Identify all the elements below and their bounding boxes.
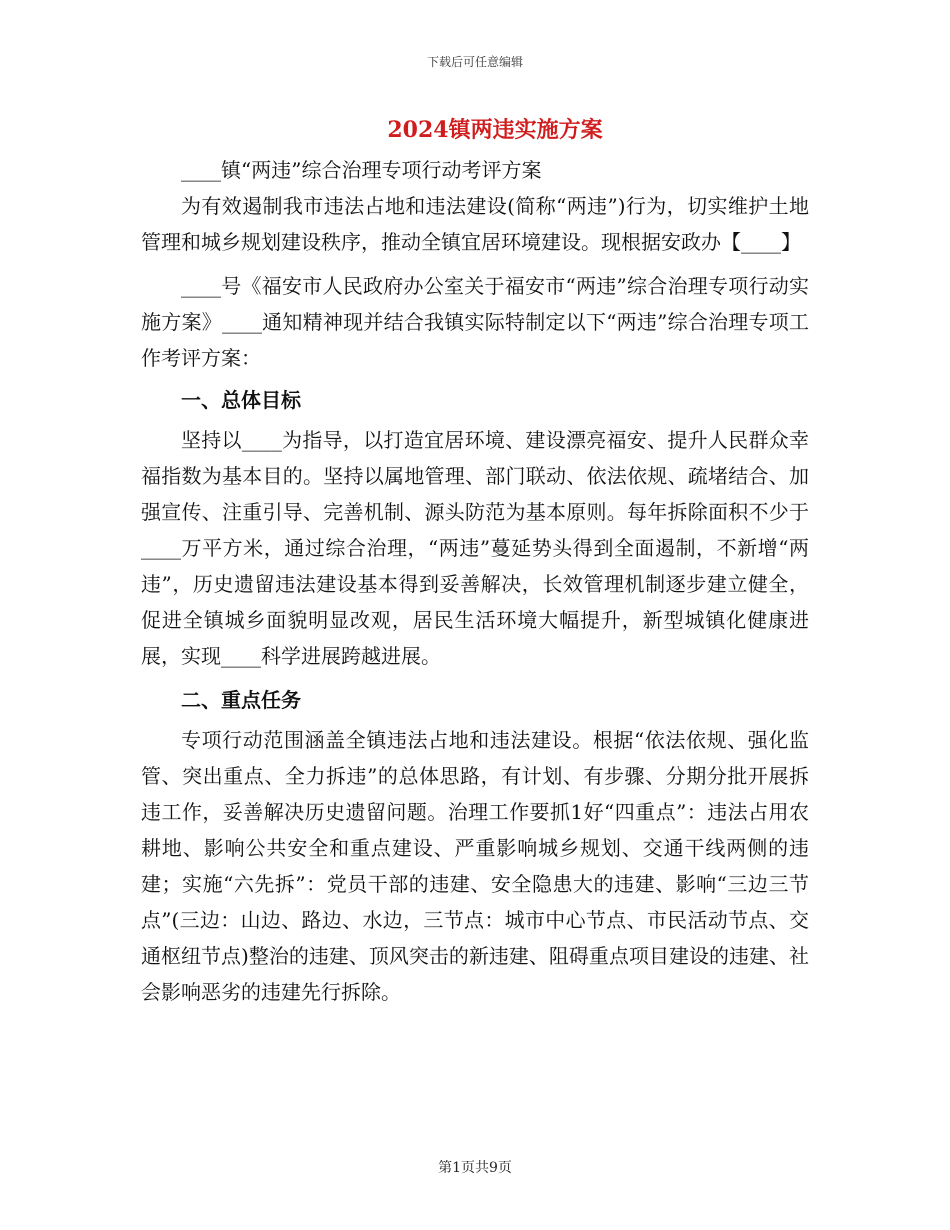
header-note: 下载后可任意编辑	[426, 55, 523, 69]
section-heading-key-tasks: 二、重点任务	[181, 688, 301, 712]
section-heading-overall-goal: 一、总体目标	[181, 388, 301, 412]
paragraph-key-tasks: 专项行动范围涵盖全镇违法占地和违法建设。根据“依法依规、强化监管、突出重点、全力拆违”的总体思路，有计划、有步骤、分期分批开展拆违工作，妥善解决历史遗留问题。治理工作要抓1好“四重点”：违法占用农耕地、影响公共安全和重点建设、严重影响城乡规划、交通干线两侧的违建；实施“六先拆”：党员干部的违建、安全隐患大的违建、影响“三边三节点”(三边：山边、路边、水边，三节点：城市中心节点、市民活动节点、交通枢纽节点)整治的违建、顶风突击的新违建、阻碍重点项目建设的违建、社会影响恶劣的违建先行拆除。	[141, 728, 809, 1004]
document-body	[141, 152, 809, 1010]
paragraph-basis: ____号《福安市人民政府办公室关于福安市“两违”综合治理专项行动实施方案》____通知精神现并结合我镇实际特制定以下“两违”综合治理专项工作考评方案：	[141, 274, 809, 370]
paragraph-intro: 为有效遏制我市违法占地和违法建设(简称“两违”)行为，切实维护土地管理和城乡规划建设秩序，推动全镇宜居环境建设。现根据安政办【____】	[141, 194, 809, 254]
page-number: 第1页共9页	[438, 1160, 512, 1176]
paragraph-overall-goal: 坚持以____为指导，以打造宜居环境、建设漂亮福安、提升人民群众幸福指数为基本目的。坚持以属地管理、部门联动、依法依规、疏堵结合、加强宣传、注重引导、完善机制、源头防范为基本原则。每年拆除面积不少于____万平方米，通过综合治理，“两违”蔓延势头得到全面遏制，不新增“两违”，历史遗留违法建设基本得到妥善解决，长效管理机制逐步建立健全，促进全镇城乡面貌明显改观，居民生活环境大幅提升，新型城镇化健康进展，实现____科学进展跨越进展。	[141, 428, 809, 668]
paragraph-subtitle: ____镇“两违”综合治理专项行动考评方案	[181, 158, 542, 182]
document-title: 2024镇两违实施方案	[387, 117, 603, 143]
